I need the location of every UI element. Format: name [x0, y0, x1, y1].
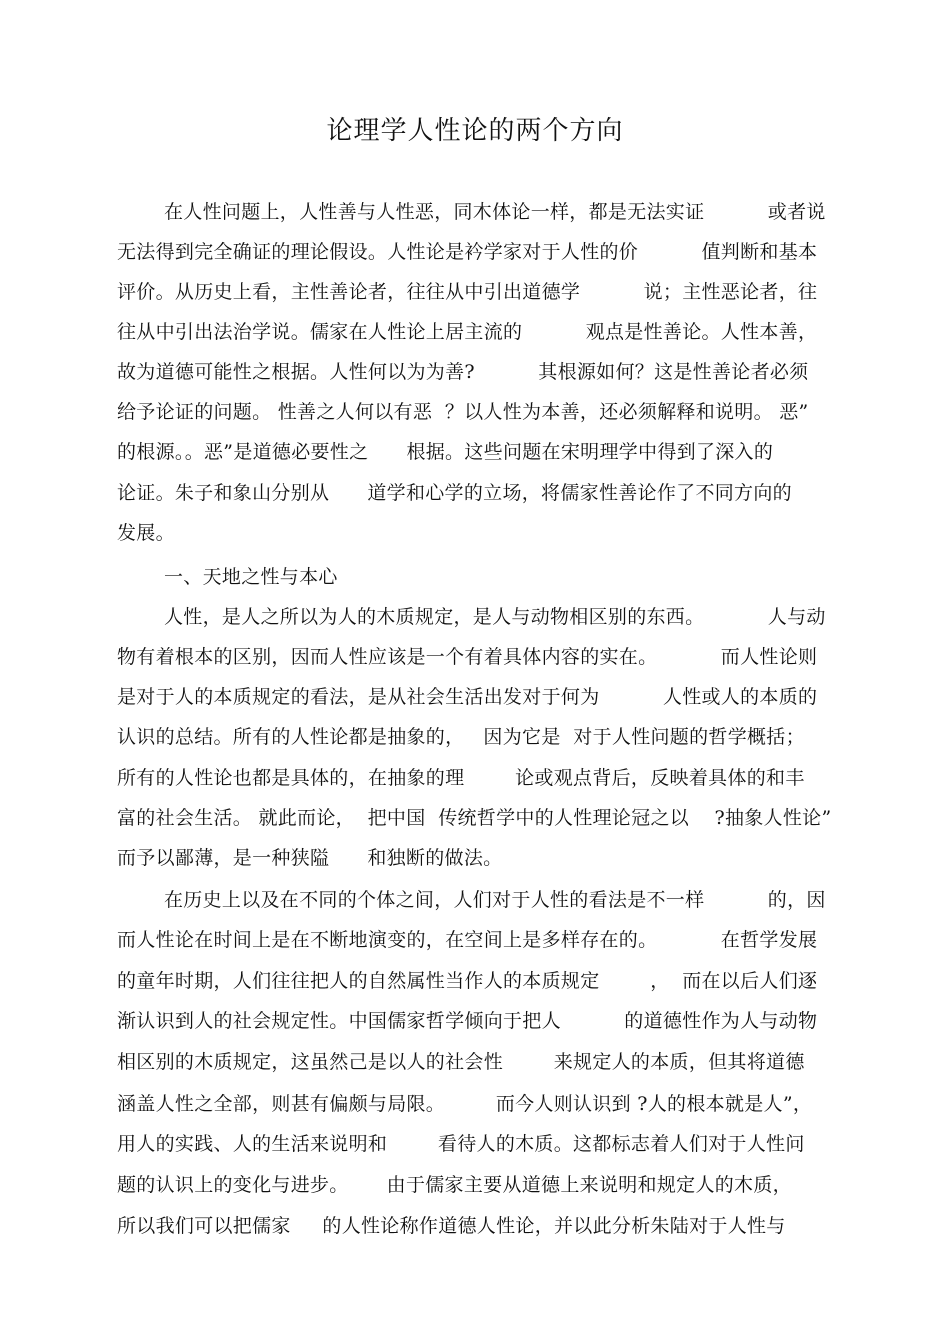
paragraph-line: 所有的人性论也都是具体的，在抽象的理 论或观点背后，反映着具体的和丰 — [117, 767, 805, 789]
paragraph-line: 物有着根本的区别，因而人性应该是一个有着具体内容的实在。 而人性论则 — [117, 646, 818, 668]
paragraph-line: 的根源。。恶”是道德必要性之 根据。这些问题在宋明理学中得到了深入的 — [117, 441, 774, 463]
document-title: 论理学人性论的两个方向 — [326, 116, 624, 146]
paragraph-line: 无法得到完全确证的理论假设。人性论是衿学家对于人性的价 值判断和基本 — [117, 241, 818, 263]
paragraph-line: 发展。 — [117, 522, 175, 544]
paragraph-line: 而人性论在时间上是在不断地演变的，在空间上是多样存在的。 在哲学发展 — [117, 929, 818, 951]
paragraph-line: 而予以鄙薄，是一种狭隘 和独断的做法。 — [117, 847, 503, 869]
paragraph-line: 富的社会生活。 就此而论， 把中国 传统哲学中的人性理论冠之以 ?抽象人性论” — [117, 807, 832, 829]
paragraph-line: 所以我们可以把儒家 的人性论称作道德人性论，并以此分析朱陆对于人性与 — [117, 1215, 786, 1237]
paragraph-line: 给予论证的问题。 性善之人何以有恶 ？以人性为本善，还必须解释和说明。 恶” — [117, 401, 809, 423]
paragraph-line: 用人的实践、人的生活来说明和 看待人的木质。这都标志着人们对于人性问 — [117, 1133, 805, 1155]
paragraph-line: 人性，是人之所以为人的木质规定，是人与动物相区别的东西。 人与动 — [164, 606, 826, 628]
paragraph-line: 相区别的木质规定，这虽然己是以人的社会性 来规定人的本质，但其将道德 — [117, 1051, 805, 1073]
paragraph-line: 在人性问题上，人性善与人性恶，同木体论一样，都是无法实证 或者说 — [164, 201, 826, 223]
paragraph-line: 故为道德可能性之根据。人性何以为为善? 其根源如何？这是性善论者必须 — [117, 361, 809, 383]
paragraph-line: 在历史上以及在不同的个体之间，人们对于人性的看法是不一样 的，因 — [164, 889, 826, 911]
paragraph-line: 论证。朱子和象山分别从 道学和心学的立场，将儒家性善论作了不同方向的 — [117, 482, 792, 504]
paragraph-line: 涵盖人性之全部，则甚有偏颇与局限。 而今人则认识到 ?人的根本就是人”， — [117, 1093, 813, 1115]
paragraph-line: 渐认识到人的社会规定性。中国儒家哲学倾向于把人 的道德性作为人与动物 — [117, 1010, 818, 1032]
section-heading: 一、天地之性与本心 — [164, 566, 338, 588]
paragraph-line: 认识的总结。所有的人性论都是抽象的， 因为它是 对于人性问题的哲学概括； — [117, 726, 805, 748]
paragraph-line: 的童年时期，人们往往把人的自然属性当作人的本质规定 ， 而在以后人们逐 — [117, 970, 818, 992]
paragraph-line: 往从中引出法治学说。儒家在人性论上居主流的 观点是性善论。人性本善， — [117, 321, 818, 343]
paragraph-line: 是对于人的本质规定的看法，是从社会生活出发对于何为 人性或人的本质的 — [117, 686, 818, 708]
paragraph-line: 题的认识上的变化与进步。 由于儒家主要从道德上来说明和规定人的木质， — [117, 1174, 792, 1196]
paragraph-line: 评价。从历史上看，主性善论者，往往从中引出道德学 说；主性恶论者，往 — [117, 281, 818, 303]
